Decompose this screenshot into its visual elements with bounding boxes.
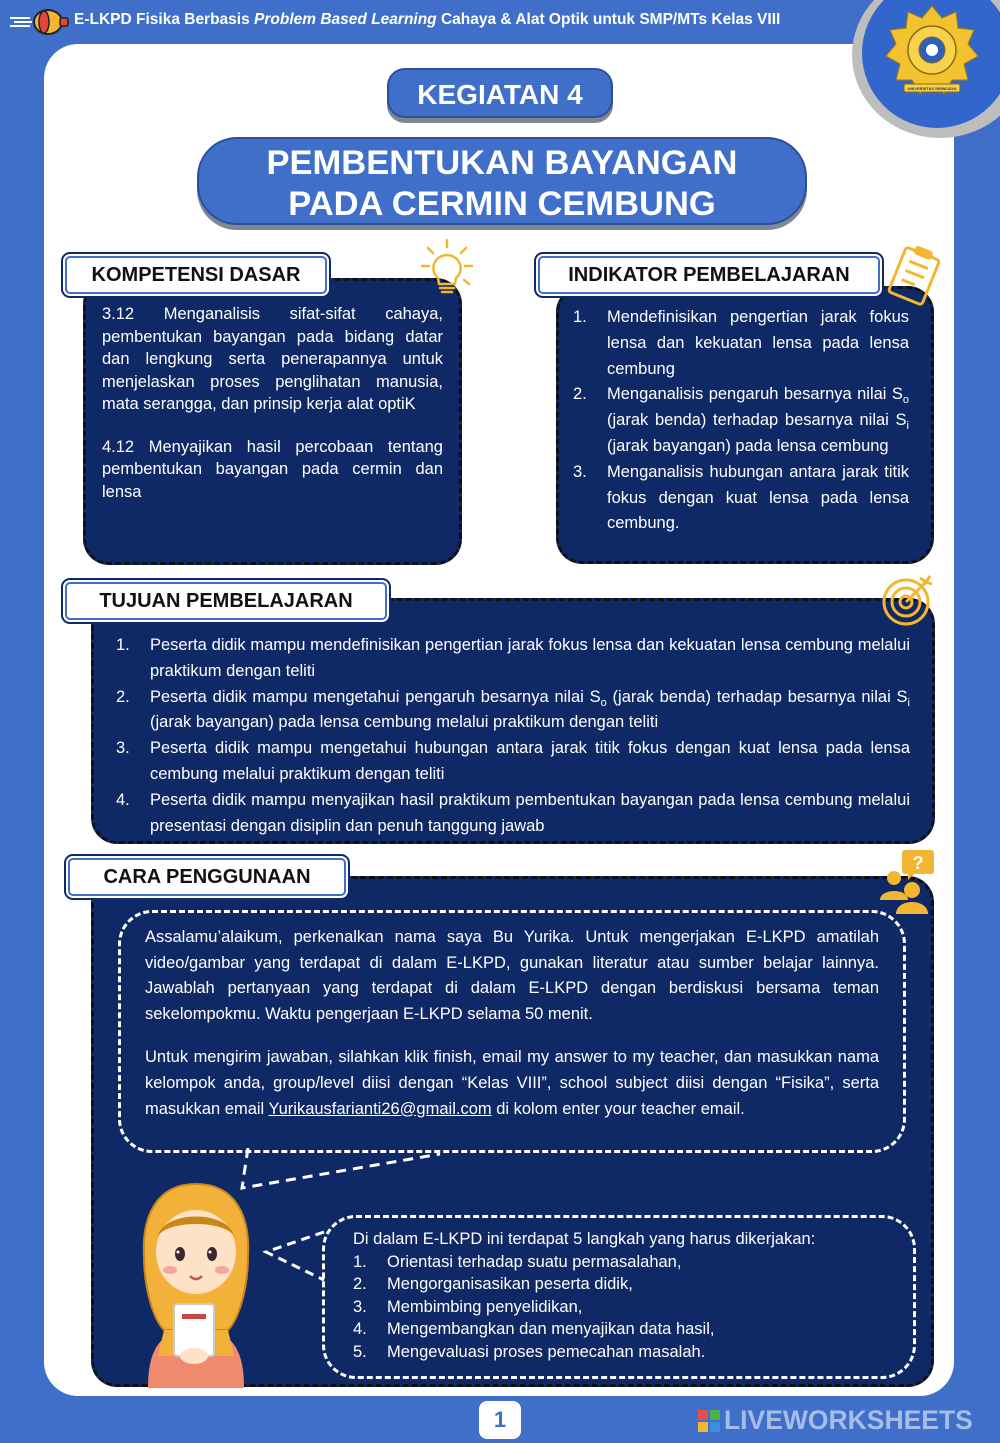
list-item: 4. Peserta didik mampu menyajikan hasil praktikum pembentukan bayangan pada lensa cembung melalui presentasi dengan disiplin dan penuh tanggung jawab (116, 790, 910, 835)
steps-intro: Di dalam E-LKPD ini terdapat 5 langkah yang harus dikerjakan: (353, 1230, 816, 1248)
watermark-text: LIVEWORKSHEETS (724, 1405, 973, 1435)
target-icon (880, 572, 936, 628)
liveworksheets-logo-icon (698, 1410, 720, 1432)
bubble-tail-2 (262, 1224, 326, 1284)
page-title-line1: PEMBENTUKAN BAYANGAN (266, 144, 738, 182)
tujuan-list (116, 633, 910, 839)
list-item: 3. Membimbing penyelidikan, (353, 1297, 583, 1316)
bubble-tail (236, 1148, 446, 1192)
list-item: 1. Peserta didik mampu mendefinisikan pengertian jarak fokus lensa dan kekuatan lensa cembung melalui praktikum dengan teliti (116, 636, 910, 680)
list-item: 2. Menganalisis pengaruh besarnya nilai $S_o$ (jarak benda) terhadap besarnya nilai $S_i$ (jarak bayangan) pada lensa cembung (573, 385, 909, 455)
list-item: 5. Mengevaluasi proses pemecahan masalah. (353, 1342, 706, 1361)
kompetensi-dasar-box (83, 278, 462, 565)
kd-item-4-12: 4.12 Menyajikan hasil percobaan tentang pembentukan bayangan pada cermin dan lensa (102, 437, 443, 501)
teacher-email-link[interactable]: Yurikausfarianti26@gmail.com (268, 1099, 492, 1118)
instruction-paragraph-2: Untuk mengirim jawaban, silahkan klik finish, email my answer to my teacher, dan masukkan nama kelompok anda, group/level diisi dengan “Kelas VIII”, school subject diisi dengan “Fisika”, serta masukkan email Yurikausfarianti26@gmail.com di kolom enter your teacher email. (145, 1048, 879, 1118)
page-title-line2: PADA CERMIN CEMBUNG (288, 185, 716, 223)
rocket-logo-icon (10, 8, 70, 36)
page-header (0, 0, 1000, 42)
list-item: 1. Orientasi terhadap suatu permasalahan, (353, 1252, 682, 1271)
list-item: 4. Mengembangkan dan menyajikan data hasil, (353, 1320, 715, 1339)
list-item: 2. Peserta didik mampu mengetahui pengaruh besarnya nilai $S_o$ (jarak benda) terhadap besarnya nilai $S_i$ (jarak bayangan) pada lensa cembung melalui praktikum dengan teliti (116, 687, 910, 732)
cara-penggunaan-label: CARA PENGGUNAAN (68, 858, 346, 896)
activity-badge: KEGIATAN 4 (387, 68, 613, 118)
page-number: 1 (479, 1401, 521, 1439)
list-item: 1. Mendefinisikan pengertian jarak fokus lensa dan kekuatan lensa pada lensa cembung (573, 308, 909, 378)
list-item: 3. Menganalisis hubungan antara jarak titik fokus dengan kuat lensa pada lensa cembung. (573, 462, 909, 533)
lightbulb-icon (420, 238, 474, 296)
instruction-paragraph-1: Assalamu’alaikum, perkenalkan nama saya Bu Yurika. Untuk mengerjakan E-LKPD amatilah video/gambar yang terdapat di dalam E-LKPD, gunakan literatur atau sumber belajar lainnya. Jawablah pertanyaan yang terdapat di dalam E-LKPD dengan berdiskusi bersama teman sekelompokmu. Waktu pengerjaan E-LKPD selama 50 menit. (145, 928, 879, 1023)
indikator-box (556, 286, 934, 564)
list-item: 3. Peserta didik mampu mengetahui hubungan antara jarak titik fokus dengan kuat lensa pada lensa cembung melalui praktikum dengan teliti (116, 739, 910, 783)
indikator-list (573, 305, 909, 537)
indikator-label: INDIKATOR PEMBELAJARAN (538, 256, 880, 294)
list-item: 2. Mengorganisasikan peserta didik, (353, 1275, 633, 1294)
tujuan-label: TUJUAN PEMBELAJARAN (65, 582, 387, 620)
page-title (197, 137, 807, 225)
seal-text: UNIVERSITAS SRIWIJAYA (907, 86, 957, 91)
teacher-avatar (134, 1180, 258, 1388)
header-title: E-LKPD Fisika Berbasis Problem Based Learning Cahaya & Alat Optik untuk SMP/MTs Kelas VIII (74, 11, 781, 28)
kompetensi-dasar-label: KOMPETENSI DASAR (65, 256, 327, 294)
kd-item-3-12: 3.12 Menganalisis sifat-sifat cahaya, pembentukan bayangan pada bidang datar dan lengkung serta penerapannya untuk menjelaskan proses penglihatan manusia, mata serangga, dan prinsip kerja alat optiK (102, 305, 443, 413)
steps-list (353, 1251, 885, 1364)
tujuan-box (91, 598, 935, 844)
svg-text:?: ? (912, 853, 924, 873)
question-people-icon (876, 848, 938, 914)
checklist-icon (882, 244, 946, 308)
instruction-bubble (118, 910, 906, 1153)
steps-bubble (322, 1215, 916, 1379)
